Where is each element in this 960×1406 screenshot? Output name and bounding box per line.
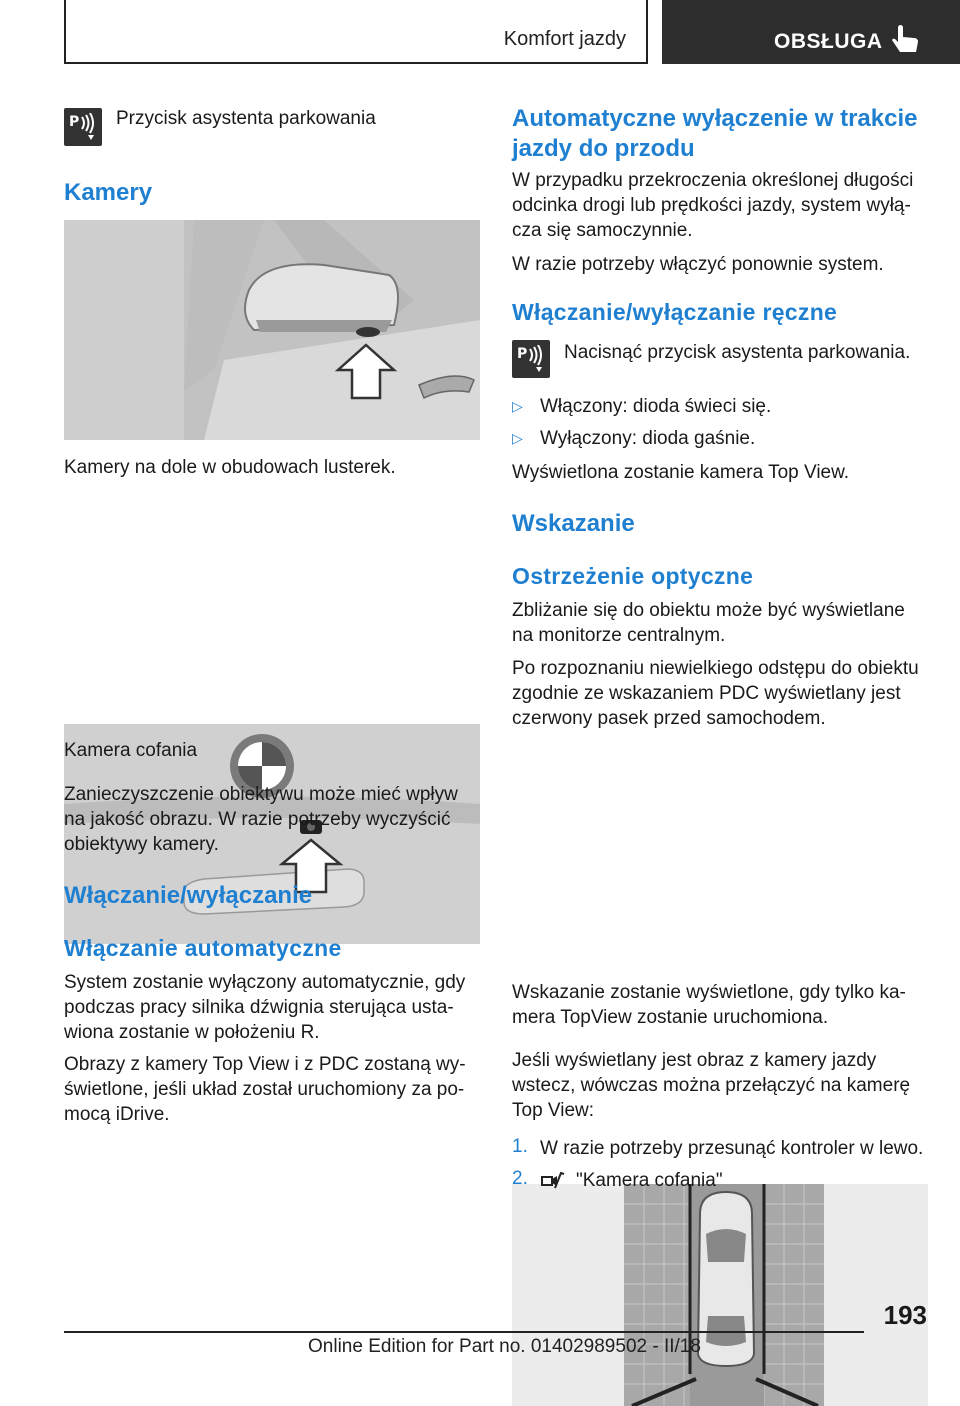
edition-footer: Online Edition for Part no. 01402989502 - II/18 bbox=[308, 1336, 701, 1357]
topview-paragraph: Wyświetlona zostanie kamera Top View. bbox=[512, 462, 850, 483]
triangle-bullet-icon: ▷ bbox=[512, 430, 523, 446]
rear-camera-caption: Kamera cofania bbox=[64, 740, 198, 761]
heading-auto-on: Włączanie automatyczne bbox=[64, 935, 342, 961]
optical-paragraph-1: Zbliżanie się do obiektu może być wyświetlane na monitorze centralnym. bbox=[512, 600, 905, 646]
topview-display-image bbox=[512, 1184, 928, 1406]
manual-button-row bbox=[512, 340, 910, 378]
optical-paragraph-2: Po rozpoznaniu niewielkiego odstępu do obiektu zgodnie ze wskazaniem PDC wyświetlany jest czerwony pasek przed samochodem. bbox=[512, 658, 919, 729]
section-title: Komfort jazdy bbox=[503, 28, 626, 50]
auto-off-paragraph-1: W przypadku przekroczenia określonej długości odcinka drogi lub prędkości jazdy, system wyłą-cza się samoczynnie. bbox=[512, 170, 914, 241]
chapter-title: OBSŁUGA bbox=[774, 30, 883, 53]
bullet-text: Wyłączony: dioda gaśnie. bbox=[540, 428, 756, 449]
heading-auto-off: Automatyczne wyłączenie w trakcie jazdy do przodu bbox=[512, 105, 918, 162]
auto-on-paragraph-1: System zostanie wyłączony automatycznie, gdy podczas pracy silnika dźwignia sterująca usta-wiona zostanie w położeniu R. bbox=[64, 972, 466, 1043]
auto-off-paragraph-2: W razie potrzeby włączyć ponownie system. bbox=[512, 254, 884, 275]
step-text: "Kamera cofania" bbox=[576, 1170, 723, 1191]
bullet-item bbox=[512, 394, 771, 419]
parking-assistant-button-icon: P bbox=[64, 108, 102, 146]
display-paragraph-1: Wskazanie zostanie wyświetlone, gdy tylko ka-mera TopView zostanie uruchomiona. bbox=[512, 982, 906, 1028]
pointing-hand-icon bbox=[890, 24, 926, 56]
heading-optical-warning: Ostrzeżenie optyczne bbox=[512, 563, 754, 589]
mirror-caption: Kamery na dole w obudowach lusterek. bbox=[64, 457, 396, 478]
parking-button-caption: Przycisk asystenta parkowania bbox=[116, 108, 376, 129]
reverse-camera-icon bbox=[540, 1170, 566, 1192]
step-item bbox=[512, 1168, 723, 1193]
manual-button-text: Nacisnąć przycisk asystenta parkowania. bbox=[564, 342, 911, 363]
heading-cameras: Kamery bbox=[64, 179, 153, 206]
header-left-frame bbox=[64, 0, 648, 64]
lens-dirt-paragraph: Zanieczyszczenie obiektywu może mieć wpływ na jakość obrazu. W razie potrzeby wyczyścić obiektywy kamery. bbox=[64, 784, 458, 855]
mirror-camera-image bbox=[64, 220, 480, 440]
step-text: W razie potrzeby przesunąć kontroler w lewo. bbox=[540, 1138, 924, 1159]
page-number: 193 bbox=[883, 1300, 927, 1330]
heading-display: Wskazanie bbox=[512, 510, 635, 537]
step-item bbox=[512, 1136, 923, 1161]
auto-on-paragraph-2: Obrazy z kamery Top View i z PDC zostaną wy-świetlone, jeśli układ został uruchomiony za po-mocą iDrive. bbox=[64, 1054, 466, 1125]
triangle-bullet-icon: ▷ bbox=[512, 398, 523, 414]
display-paragraph-2: Jeśli wyświetlany jest obraz z kamery jazdy wstecz, wówczas można przełączyć na kamerę Top View: bbox=[512, 1050, 911, 1121]
bullet-item bbox=[512, 426, 755, 451]
footer-divider bbox=[64, 1331, 864, 1333]
heading-on-off: Włączanie/wyłączanie bbox=[64, 882, 313, 909]
heading-manual: Włączanie/wyłączanie ręczne bbox=[512, 299, 838, 325]
parking-button-row bbox=[64, 108, 376, 146]
step-number: 2. bbox=[512, 1168, 528, 1189]
step-number: 1. bbox=[512, 1136, 528, 1157]
parking-assistant-button-icon: P bbox=[512, 340, 550, 378]
bullet-text: Włączony: dioda świeci się. bbox=[540, 396, 772, 417]
